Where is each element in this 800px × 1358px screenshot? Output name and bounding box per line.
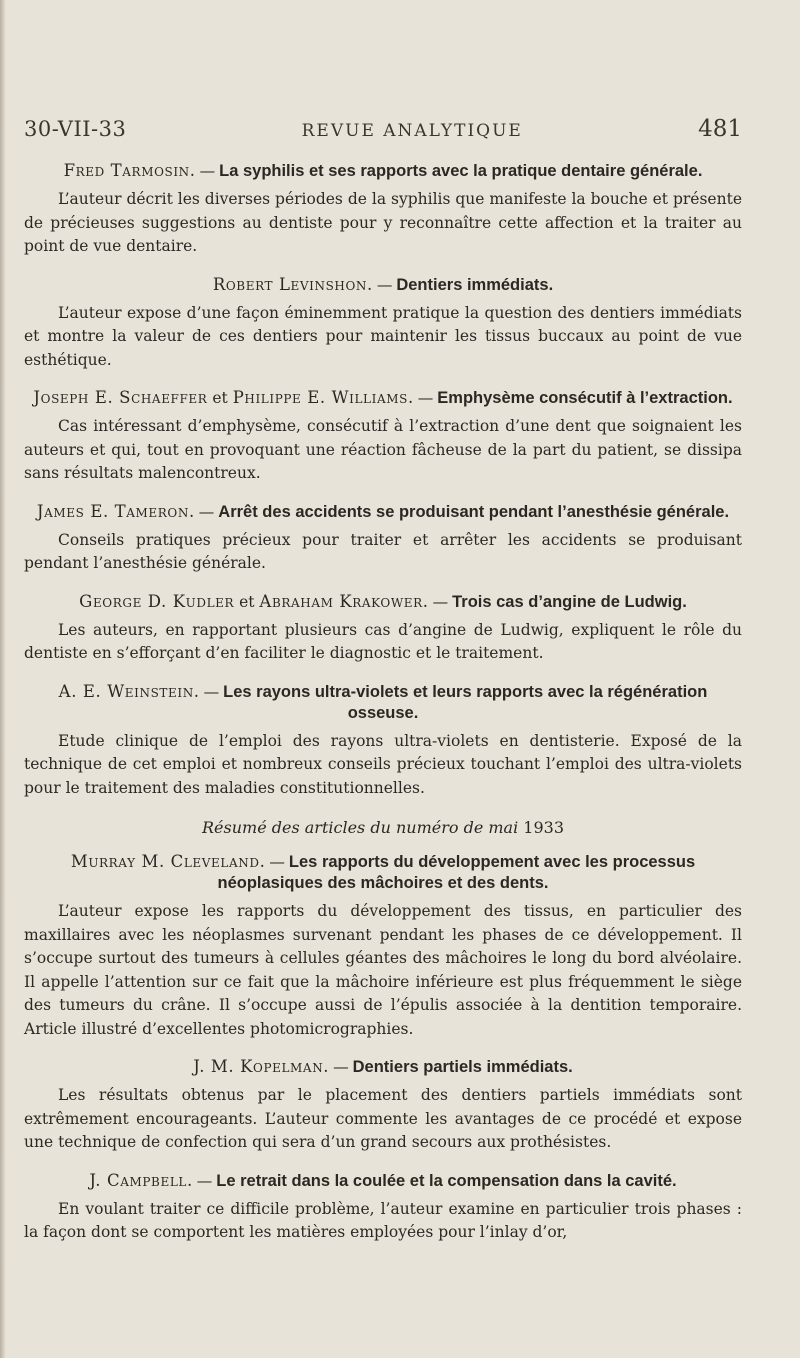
section-label: Résumé des articles du numéro de mai (201, 818, 519, 837)
entry-author: A. E. Weinstein. (58, 681, 200, 701)
header-date: 30-VII-33 (24, 117, 127, 141)
entry-author: Murray M. Cleveland. (70, 852, 266, 871)
entry-heading: Joseph E. Schaeffer et Philippe E. Williams. — Emphysème consécutif à l’extraction. (33, 388, 733, 407)
entry-text: L’auteur décrit les diverses périodes de la syphilis que manifeste la bouche et présente de précieuses suggestions au dentiste pour y reconnaître cette affection et la traiter au point de vue dentaire. (24, 190, 742, 255)
entry-title: Dentiers partiels immédiats. (352, 1058, 573, 1076)
entry-author: Fred Tarmosin. (63, 161, 196, 180)
entry-author: Joseph E. Schaeffer (33, 388, 208, 407)
abstract-entry (24, 681, 742, 801)
abstract-entry (24, 274, 742, 373)
entry-title: Dentiers immédiats. (396, 275, 554, 294)
abstract-entry (24, 851, 742, 1041)
entry-heading: George D. Kudler et Abraham Krakower. — Trois cas d’angine de Ludwig. (79, 591, 687, 611)
entry-heading: James E. Tameron. — Arrêt des accidents se produisant pendant l’anesthésie générale. (36, 501, 730, 521)
abstract-entry (24, 160, 742, 259)
abstract-entry (24, 387, 742, 486)
entry-title: Les rapports du développement avec les processus néoplasiques des mâchoires et des dents. (217, 853, 696, 892)
entry-title: Arrêt des accidents se produisant pendant l’anesthésie générale. (218, 502, 730, 521)
page-number: 481 (698, 116, 742, 142)
entry-author: J. Campbell. (89, 1170, 193, 1190)
entry-text: En voulant traiter ce difficile problème, l’auteur examine en particulier trois phases : la façon dont se comportent les matières employées pour l’inlay d’or, (24, 1199, 742, 1241)
page-binding-edge (0, 0, 6, 1358)
entry-title: Le retrait dans la coulée et la compensation dans la cavité. (216, 1171, 677, 1190)
section-heading (24, 818, 742, 837)
entry-author-second: Philippe E. Williams. (232, 388, 414, 407)
entry-heading: J. Campbell. — Le retrait dans la coulée et la compensation dans la cavité. (89, 1170, 677, 1190)
abstract-entry (24, 501, 742, 576)
entry-title: La syphilis et ses rapports avec la pratique dentaire générale. (219, 162, 703, 180)
entry-author: J. M. Kopelman. (193, 1057, 330, 1076)
entry-author: James E. Tameron. (36, 501, 195, 521)
entry-author: George D. Kudler (79, 591, 235, 611)
abstract-entry (24, 591, 742, 666)
header-title: REVUE ANALYTIQUE (301, 121, 523, 141)
entry-heading: Murray M. Cleveland. — Les rapports du développement avec les processus néoplasiques des mâchoires et des dents. (70, 852, 696, 892)
entry-text: Les auteurs, en rapportant plusieurs cas d’angine de Ludwig, expliquent le rôle du dentiste en s’efforçant d’en faciliter le diagnostic et le traitement. (24, 620, 742, 662)
entry-text: Les résultats obtenus par le placement des dentiers partiels immédiats sont extrêmement encourageants. L’auteur commente les avantages de ce procédé et expose une technique de confection qui sera d’un grand secours aux prothésistes. (24, 1086, 742, 1151)
document-page (24, 116, 742, 1260)
entry-title: Trois cas d’angine de Ludwig. (452, 592, 687, 611)
running-header (24, 116, 742, 142)
entry-heading: J. M. Kopelman. — Dentiers partiels immédiats. (193, 1057, 573, 1076)
entry-heading: Fred Tarmosin. — La syphilis et ses rapports avec la pratique dentaire générale. (63, 161, 703, 180)
author-connector: et (212, 389, 228, 407)
entry-text: Etude clinique de l’emploi des rayons ultra-violets en dentisterie. Exposé de la technique de cet emploi et nombreux conseils précieux touchant l’emploi des ultra-violets pour le traitement des maladies constitutionnelles. (24, 731, 742, 797)
entry-author-second: Abraham Krakower. (259, 591, 429, 611)
entry-author: Robert Levinshon. (212, 274, 373, 294)
entry-title: Les rayons ultra-violets et leurs rapports avec la régénération osseuse. (223, 682, 708, 722)
entry-heading: A. E. Weinstein. — Les rayons ultra-violets et leurs rapports avec la régénération osseuse. (58, 681, 708, 722)
abstract-entry (24, 1170, 742, 1245)
entry-text: L’auteur expose d’une façon éminemment pratique la question des dentiers immédiats et montre la valeur de ces dentiers pour maintenir les tissus buccaux au point de vue esthétique. (24, 303, 742, 369)
entry-heading: Robert Levinshon. — Dentiers immédiats. (212, 274, 554, 294)
entry-text: Conseils pratiques précieux pour traiter et arrêter les accidents se produisant pendant l’anesthésie générale. (24, 530, 742, 572)
entry-title: Emphysème consécutif à l’extraction. (437, 389, 733, 407)
section-year: 1933 (523, 818, 565, 837)
author-connector: et (239, 592, 255, 611)
entry-text: L’auteur expose les rapports du développement des tissus, en particulier des maxillaires avec les néoplasmes survenant pendant les phases de ce développement. Il s’occupe surtout des tumeurs à cellules géantes des mâchoires le long du bord alvéolaire. Il appelle l’attention sur ce fait que la mâchoire inférieure est plus fréquemment le siège des tumeurs du crâne. Il s’occupe aussi de l’épulis associée à la dentition temporaire. Article illustré d’excellentes photomicrographies. (24, 902, 742, 1038)
entry-text: Cas intéressant d’emphysème, consécutif à l’extraction d’une dent que soignaient les auteurs et qui, tout en provoquant une réaction fâcheuse de la part du patient, se dissipa sans résultats malencontreux. (24, 417, 742, 482)
abstract-entry (24, 1056, 742, 1155)
